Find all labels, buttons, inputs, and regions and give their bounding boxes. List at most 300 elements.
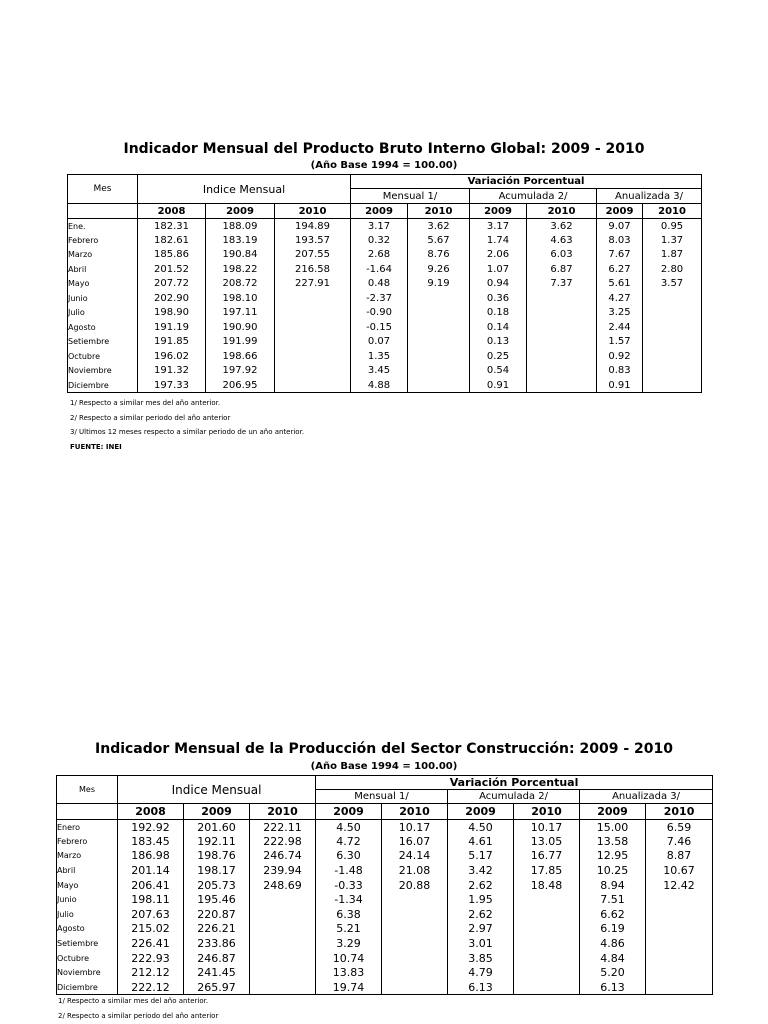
year-header: 2010: [514, 804, 580, 820]
table-row: [68, 320, 702, 335]
value-cell: 197.11: [206, 306, 275, 321]
table-row: [57, 907, 713, 922]
value-cell: [643, 291, 702, 306]
value-cell: 3.85: [448, 951, 514, 966]
value-cell: 0.91: [597, 378, 643, 393]
value-cell: 0.32: [351, 233, 408, 248]
year-header: 2008: [138, 204, 206, 219]
value-cell: 0.14: [470, 320, 527, 335]
value-cell: 6.62: [580, 907, 646, 922]
table1-notes: [70, 396, 304, 454]
value-cell: 192.11: [184, 834, 250, 849]
value-cell: 1.95: [448, 892, 514, 907]
value-cell: 248.69: [250, 878, 316, 893]
value-cell: 2.68: [351, 248, 408, 263]
value-cell: 2.06: [470, 248, 527, 263]
value-cell: 8.76: [408, 248, 470, 263]
value-cell: 197.92: [206, 364, 275, 379]
year-header: 2010: [643, 204, 702, 219]
value-cell: 3.57: [643, 277, 702, 292]
value-cell: 8.03: [597, 233, 643, 248]
value-cell: 220.87: [184, 907, 250, 922]
value-cell: 2.62: [448, 878, 514, 893]
month-label: Febrero: [57, 834, 118, 849]
value-cell: 17.85: [514, 863, 580, 878]
value-cell: 198.76: [184, 849, 250, 864]
value-cell: 206.95: [206, 378, 275, 393]
value-cell: [382, 892, 448, 907]
month-label: Marzo: [57, 849, 118, 864]
value-cell: 10.17: [382, 820, 448, 835]
value-cell: 10.74: [316, 951, 382, 966]
value-cell: [514, 922, 580, 937]
year-header: 2009: [351, 204, 408, 219]
value-cell: 4.86: [580, 936, 646, 951]
table-row: [57, 951, 713, 966]
month-label: Abril: [57, 863, 118, 878]
acumulada-header: Acumulada 2/: [470, 189, 597, 204]
value-cell: 3.25: [597, 306, 643, 321]
value-cell: [275, 320, 351, 335]
value-cell: 7.37: [527, 277, 597, 292]
value-cell: 202.90: [138, 291, 206, 306]
month-label: Abril: [68, 262, 138, 277]
value-cell: 16.07: [382, 834, 448, 849]
value-cell: [643, 335, 702, 350]
month-label: Mayo: [57, 878, 118, 893]
mes-header-spacer: [68, 204, 138, 219]
value-cell: [408, 378, 470, 393]
table-row: [68, 219, 702, 234]
value-cell: 6.03: [527, 248, 597, 263]
acumulada-header: Acumulada 2/: [448, 790, 580, 804]
value-cell: 6.19: [580, 922, 646, 937]
value-cell: 4.72: [316, 834, 382, 849]
table1-title: Indicador Mensual del Producto Bruto Interno Global: 2009 - 2010: [123, 141, 645, 157]
value-cell: 9.19: [408, 277, 470, 292]
value-cell: 186.98: [118, 849, 184, 864]
value-cell: 3.42: [448, 863, 514, 878]
source-note: FUENTE: INEI: [70, 442, 122, 451]
year-header: 2009: [448, 804, 514, 820]
value-cell: [643, 320, 702, 335]
value-cell: 2.62: [448, 907, 514, 922]
value-cell: 4.50: [316, 820, 382, 835]
value-cell: [250, 892, 316, 907]
month-label: Setiembre: [57, 936, 118, 951]
value-cell: [250, 907, 316, 922]
mes-header-spacer: [57, 804, 118, 820]
value-cell: 0.36: [470, 291, 527, 306]
table2-title: Indicador Mensual de la Producción del Sector Construcción: 2009 - 2010: [95, 741, 673, 757]
value-cell: 7.51: [580, 892, 646, 907]
value-cell: [408, 291, 470, 306]
month-label: Julio: [57, 907, 118, 922]
value-cell: 198.22: [206, 262, 275, 277]
value-cell: 0.25: [470, 349, 527, 364]
value-cell: [408, 320, 470, 335]
value-cell: [527, 335, 597, 350]
value-cell: -0.15: [351, 320, 408, 335]
year-header: 2008: [118, 804, 184, 820]
value-cell: 198.17: [184, 863, 250, 878]
table2-notes: [58, 994, 218, 1023]
note-1: 1/ Respecto a similar mes del año anterior.: [70, 399, 221, 407]
value-cell: [646, 965, 713, 980]
value-cell: 24.14: [382, 849, 448, 864]
value-cell: 0.54: [470, 364, 527, 379]
table-row: [57, 849, 713, 864]
table-row: [68, 248, 702, 263]
year-header: 2010: [382, 804, 448, 820]
value-cell: 222.93: [118, 951, 184, 966]
value-cell: 6.27: [597, 262, 643, 277]
value-cell: 3.17: [351, 219, 408, 234]
value-cell: 198.90: [138, 306, 206, 321]
value-cell: [514, 980, 580, 995]
value-cell: 5.61: [597, 277, 643, 292]
value-cell: 4.50: [448, 820, 514, 835]
value-cell: 8.94: [580, 878, 646, 893]
value-cell: 1.07: [470, 262, 527, 277]
value-cell: 222.98: [250, 834, 316, 849]
table2-subtitle: (Año Base 1994 = 100.00): [310, 761, 458, 772]
value-cell: 233.86: [184, 936, 250, 951]
value-cell: 241.45: [184, 965, 250, 980]
value-cell: [527, 349, 597, 364]
month-label: Octubre: [68, 349, 138, 364]
value-cell: 197.33: [138, 378, 206, 393]
month-label: Marzo: [68, 248, 138, 263]
year-header: 2009: [597, 204, 643, 219]
value-cell: 20.88: [382, 878, 448, 893]
value-cell: 13.83: [316, 965, 382, 980]
value-cell: 15.00: [580, 820, 646, 835]
month-label: Noviembre: [57, 965, 118, 980]
value-cell: [250, 980, 316, 995]
value-cell: 1.57: [597, 335, 643, 350]
month-label: Agosto: [68, 320, 138, 335]
note-2: 2/ Respecto a similar periodo del año anterior: [58, 1011, 219, 1020]
note-3: 3/ Ultimos 12 meses respecto a similar periodo de un año anterior.: [70, 428, 305, 436]
value-cell: 6.59: [646, 820, 713, 835]
value-cell: 3.29: [316, 936, 382, 951]
value-cell: 190.90: [206, 320, 275, 335]
value-cell: [646, 907, 713, 922]
value-cell: 196.02: [138, 349, 206, 364]
value-cell: 7.67: [597, 248, 643, 263]
value-cell: 0.13: [470, 335, 527, 350]
value-cell: [643, 378, 702, 393]
value-cell: 3.17: [470, 219, 527, 234]
table-row: [68, 335, 702, 350]
year-header: 2010: [275, 204, 351, 219]
value-cell: [643, 364, 702, 379]
value-cell: [646, 980, 713, 995]
value-cell: 198.66: [206, 349, 275, 364]
table-row: [57, 863, 713, 878]
value-cell: 0.18: [470, 306, 527, 321]
table-row: [57, 834, 713, 849]
month-label: Agosto: [57, 922, 118, 937]
value-cell: 16.77: [514, 849, 580, 864]
value-cell: 5.67: [408, 233, 470, 248]
table-row: [68, 349, 702, 364]
value-cell: [250, 936, 316, 951]
value-cell: 3.62: [408, 219, 470, 234]
value-cell: 207.55: [275, 248, 351, 263]
value-cell: 201.60: [184, 820, 250, 835]
value-cell: [382, 980, 448, 995]
month-label: Diciembre: [68, 378, 138, 393]
value-cell: 3.45: [351, 364, 408, 379]
value-cell: 198.10: [206, 291, 275, 306]
value-cell: [643, 349, 702, 364]
value-cell: 21.08: [382, 863, 448, 878]
value-cell: 265.97: [184, 980, 250, 995]
value-cell: 1.35: [351, 349, 408, 364]
value-cell: 4.63: [527, 233, 597, 248]
value-cell: 6.13: [580, 980, 646, 995]
value-cell: 9.26: [408, 262, 470, 277]
value-cell: 239.94: [250, 863, 316, 878]
variacion-porcentual-header: Variación Porcentual: [351, 175, 702, 189]
value-cell: 6.38: [316, 907, 382, 922]
table-row: [68, 262, 702, 277]
month-label: Ene.: [68, 219, 138, 234]
table1-subtitle: (Año Base 1994 = 100.00): [310, 160, 458, 171]
value-cell: [646, 951, 713, 966]
table-row: [57, 820, 713, 835]
value-cell: [514, 907, 580, 922]
value-cell: -1.64: [351, 262, 408, 277]
value-cell: [646, 892, 713, 907]
value-cell: [382, 907, 448, 922]
value-cell: 185.86: [138, 248, 206, 263]
table-row: [68, 378, 702, 393]
value-cell: [408, 349, 470, 364]
year-header: 2009: [184, 804, 250, 820]
value-cell: 0.94: [470, 277, 527, 292]
value-cell: 5.20: [580, 965, 646, 980]
value-cell: 205.73: [184, 878, 250, 893]
value-cell: 0.91: [470, 378, 527, 393]
value-cell: 0.92: [597, 349, 643, 364]
value-cell: [408, 335, 470, 350]
value-cell: 1.37: [643, 233, 702, 248]
value-cell: -0.90: [351, 306, 408, 321]
value-cell: 12.42: [646, 878, 713, 893]
value-cell: 215.02: [118, 922, 184, 937]
year-header: 2010: [250, 804, 316, 820]
value-cell: 212.12: [118, 965, 184, 980]
value-cell: 4.88: [351, 378, 408, 393]
table-row: [68, 306, 702, 321]
month-label: Octubre: [57, 951, 118, 966]
value-cell: [646, 936, 713, 951]
value-cell: [275, 378, 351, 393]
table-row: [68, 233, 702, 248]
value-cell: 0.95: [643, 219, 702, 234]
month-label: Julio: [68, 306, 138, 321]
value-cell: 5.21: [316, 922, 382, 937]
value-cell: [275, 364, 351, 379]
value-cell: 191.85: [138, 335, 206, 350]
value-cell: 18.48: [514, 878, 580, 893]
value-cell: 10.67: [646, 863, 713, 878]
table-row: [57, 878, 713, 893]
value-cell: [382, 936, 448, 951]
value-cell: [250, 951, 316, 966]
value-cell: 192.92: [118, 820, 184, 835]
value-cell: 1.74: [470, 233, 527, 248]
value-cell: [382, 965, 448, 980]
table-row: [57, 892, 713, 907]
anualizada-header: Anualizada 3/: [580, 790, 713, 804]
note-2: 2/ Respecto a similar periodo del año anterior: [70, 413, 231, 422]
value-cell: [527, 291, 597, 306]
table-row: [57, 965, 713, 980]
note-1: 1/ Respecto a similar mes del año anterior.: [58, 997, 209, 1005]
value-cell: 198.11: [118, 892, 184, 907]
value-cell: 1.87: [643, 248, 702, 263]
year-header: 2010: [408, 204, 470, 219]
value-cell: 183.19: [206, 233, 275, 248]
value-cell: [527, 378, 597, 393]
table-row: [68, 364, 702, 379]
value-cell: 6.30: [316, 849, 382, 864]
value-cell: 207.63: [118, 907, 184, 922]
value-cell: 226.41: [118, 936, 184, 951]
table1: [67, 174, 702, 393]
table-row: [57, 980, 713, 995]
value-cell: 193.57: [275, 233, 351, 248]
value-cell: 5.17: [448, 849, 514, 864]
month-label: Junio: [57, 892, 118, 907]
value-cell: [646, 922, 713, 937]
value-cell: -1.34: [316, 892, 382, 907]
value-cell: [514, 936, 580, 951]
value-cell: [275, 335, 351, 350]
value-cell: 207.72: [138, 277, 206, 292]
year-header: 2010: [646, 804, 713, 820]
value-cell: [275, 349, 351, 364]
value-cell: 19.74: [316, 980, 382, 995]
value-cell: 191.19: [138, 320, 206, 335]
value-cell: [382, 951, 448, 966]
value-cell: 191.99: [206, 335, 275, 350]
value-cell: 201.52: [138, 262, 206, 277]
value-cell: [514, 892, 580, 907]
value-cell: -0.33: [316, 878, 382, 893]
value-cell: 0.48: [351, 277, 408, 292]
value-cell: 13.58: [580, 834, 646, 849]
value-cell: 4.61: [448, 834, 514, 849]
value-cell: 222.12: [118, 980, 184, 995]
year-header: 2010: [527, 204, 597, 219]
value-cell: [527, 306, 597, 321]
table2: [56, 775, 713, 995]
value-cell: 10.25: [580, 863, 646, 878]
value-cell: 6.13: [448, 980, 514, 995]
month-label: Setiembre: [68, 335, 138, 350]
anualizada-header: Anualizada 3/: [597, 189, 702, 204]
value-cell: 222.11: [250, 820, 316, 835]
value-cell: 208.72: [206, 277, 275, 292]
value-cell: [408, 364, 470, 379]
value-cell: 183.45: [118, 834, 184, 849]
value-cell: [250, 965, 316, 980]
value-cell: 13.05: [514, 834, 580, 849]
mes-header: Mes: [57, 776, 118, 804]
value-cell: 6.87: [527, 262, 597, 277]
table-row: [68, 291, 702, 306]
value-cell: 246.74: [250, 849, 316, 864]
month-label: Junio: [68, 291, 138, 306]
value-cell: [382, 922, 448, 937]
mensual-header: Mensual 1/: [316, 790, 448, 804]
value-cell: 9.07: [597, 219, 643, 234]
value-cell: 12.95: [580, 849, 646, 864]
value-cell: 2.44: [597, 320, 643, 335]
value-cell: 8.87: [646, 849, 713, 864]
value-cell: 227.91: [275, 277, 351, 292]
value-cell: 188.09: [206, 219, 275, 234]
value-cell: 194.89: [275, 219, 351, 234]
month-label: Febrero: [68, 233, 138, 248]
value-cell: 3.62: [527, 219, 597, 234]
value-cell: 4.84: [580, 951, 646, 966]
year-header: 2009: [316, 804, 382, 820]
value-cell: 201.14: [118, 863, 184, 878]
year-header: 2009: [206, 204, 275, 219]
value-cell: 195.46: [184, 892, 250, 907]
value-cell: 7.46: [646, 834, 713, 849]
year-header: 2009: [470, 204, 527, 219]
value-cell: 216.58: [275, 262, 351, 277]
value-cell: 190.84: [206, 248, 275, 263]
table-row: [68, 277, 702, 292]
value-cell: -1.48: [316, 863, 382, 878]
value-cell: 2.80: [643, 262, 702, 277]
month-label: Diciembre: [57, 980, 118, 995]
variacion-porcentual-header: Variación Porcentual: [316, 776, 713, 790]
month-label: Enero: [57, 820, 118, 835]
value-cell: 246.87: [184, 951, 250, 966]
value-cell: [643, 306, 702, 321]
table-row: [57, 922, 713, 937]
year-header: 2009: [580, 804, 646, 820]
value-cell: [275, 291, 351, 306]
value-cell: 4.27: [597, 291, 643, 306]
value-cell: 4.79: [448, 965, 514, 980]
table-row: [57, 936, 713, 951]
value-cell: [275, 306, 351, 321]
month-label: Noviembre: [68, 364, 138, 379]
mes-header: Mes: [68, 175, 138, 204]
value-cell: -2.37: [351, 291, 408, 306]
value-cell: 3.01: [448, 936, 514, 951]
value-cell: 10.17: [514, 820, 580, 835]
mensual-header: Mensual 1/: [351, 189, 470, 204]
indice-mensual-header: Indice Mensual: [118, 776, 316, 804]
value-cell: [514, 951, 580, 966]
value-cell: [514, 965, 580, 980]
value-cell: [527, 364, 597, 379]
indice-mensual-header: Indice Mensual: [138, 175, 351, 204]
month-label: Mayo: [68, 277, 138, 292]
value-cell: 226.21: [184, 922, 250, 937]
